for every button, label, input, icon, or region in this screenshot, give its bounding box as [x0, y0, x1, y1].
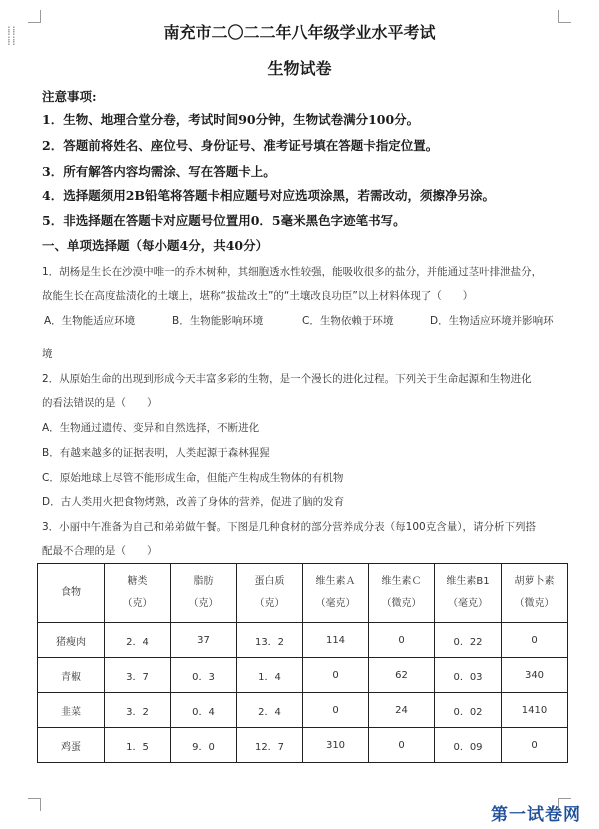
nutrition-table — [37, 563, 568, 763]
table-cell: 1410 — [502, 693, 568, 728]
table-cell: 2．4 — [237, 693, 303, 728]
col-header-protein: 蛋白质 （克） — [237, 564, 303, 623]
question-1-stem: 1．胡杨是生长在沙漠中唯一的乔木树种，其细胞透水性较强，能吸收很多的盐分，并能通过茎叶排泄盐分， — [42, 266, 543, 278]
table-cell: 0 — [502, 623, 568, 658]
table-cell: 青椒 — [38, 658, 105, 693]
table-row — [38, 728, 568, 763]
table-cell: 0．03 — [435, 658, 502, 693]
table-cell: 9．0 — [171, 728, 237, 763]
notes-heading: 注意事项: — [42, 89, 97, 104]
table-cell: 猪瘦肉 — [38, 623, 105, 658]
table-row — [38, 623, 568, 658]
q1-option-d-cont: 境 — [42, 348, 53, 360]
q2-option-b: B．有越来越多的证据表明，人类起源于森林猩猩 — [42, 447, 270, 459]
table-cell: 0．3 — [171, 658, 237, 693]
table-cell: 0 — [369, 623, 435, 658]
note-item: 2．答题前将姓名、座位号、身份证号、准考证号填在答题卡指定位置。 — [42, 138, 439, 153]
table-cell: 37 — [171, 623, 237, 658]
q1-option-d: D．生物适应环境并影响环 — [430, 315, 554, 327]
col-header-vitamin-c: 维生素Ｃ （微克） — [369, 564, 435, 623]
q1-option-c: C．生物依赖于环境 — [302, 315, 394, 327]
table-cell: 0．02 — [435, 693, 502, 728]
crop-mark-bottom-left — [28, 798, 41, 811]
table-cell: 2．4 — [105, 623, 171, 658]
table-cell: 310 — [303, 728, 369, 763]
col-header-carotene: 胡萝卜素 （微克） — [502, 564, 568, 623]
col-header-vitamin-b1: 维生素B1 （毫克） — [435, 564, 502, 623]
exam-subtitle: 生物试卷 — [267, 59, 332, 78]
table-cell: 0．4 — [171, 693, 237, 728]
col-header-vitamin-a: 维生素Ａ （毫克） — [303, 564, 369, 623]
q2-option-d: D．古人类用火把食物烤熟，改善了身体的营养，促进了脑的发育 — [42, 496, 345, 508]
question-3-stem-cont: 配最不合理的是（ ） — [42, 545, 158, 557]
col-header-fat: 脂肪 （克） — [171, 564, 237, 623]
table-header-row — [38, 564, 568, 623]
table-cell: 0 — [303, 658, 369, 693]
table-cell: 0．22 — [435, 623, 502, 658]
table-cell: 韭菜 — [38, 693, 105, 728]
table-row — [38, 658, 568, 693]
note-item: 4．选择题须用2B铅笔将答题卡相应题号对应选项涂黑，若需改动，须擦净另涂。 — [42, 188, 495, 203]
watermark-brand: 第一试卷网 — [491, 805, 581, 825]
note-item: 5．非选择题在答题卡对应题号位置用0．5毫米黑色字迹笔书写。 — [42, 213, 406, 228]
table-cell: 0．09 — [435, 728, 502, 763]
exam-title: 南充市二〇二二年八年级学业水平考试 — [163, 23, 436, 42]
question-2-stem-cont: 的看法错误的是（ ） — [42, 397, 158, 409]
question-2-stem: 2．从原始生命的出现到形成今天丰富多彩的生物，是一个漫长的进化过程。下列关于生命起源和生物进化 — [42, 373, 532, 385]
table-cell: 1．5 — [105, 728, 171, 763]
drag-handle-icon[interactable]: ⁞⁞ ⁞⁞ — [7, 24, 17, 48]
table-cell: 0 — [303, 693, 369, 728]
note-item: 1．生物、地理合堂分卷，考试时间90分钟，生物试卷满分100分。 — [42, 112, 420, 127]
question-1-stem-cont: 故能生长在高度盐渍化的土壤上，堪称“拔盐改土”的“土壤改良功臣”以上材料体现了（ ） — [42, 290, 474, 302]
table-cell: 0 — [502, 728, 568, 763]
q2-option-a: A．生物通过遗传、变异和自然选择，不断进化 — [42, 422, 260, 434]
table-cell: 114 — [303, 623, 369, 658]
question-3-stem: 3．小丽中午准备为自己和弟弟做午餐。下图是几种食材的部分营养成分表（每100克含量），请分析下列搭 — [42, 521, 536, 533]
table-cell: 62 — [369, 658, 435, 693]
col-header-food: 食物 — [38, 564, 105, 623]
table-cell: 3．2 — [105, 693, 171, 728]
q1-option-a: A．生物能适应环境 — [44, 315, 136, 327]
table-cell: 24 — [369, 693, 435, 728]
note-item: 3．所有解答内容均需涂、写在答题卡上。 — [42, 164, 276, 179]
table-cell: 1．4 — [237, 658, 303, 693]
table-cell: 12．7 — [237, 728, 303, 763]
table-cell: 340 — [502, 658, 568, 693]
table-cell: 鸡蛋 — [38, 728, 105, 763]
table-cell: 0 — [369, 728, 435, 763]
table-cell: 3．7 — [105, 658, 171, 693]
col-header-sugar: 糖类 （克） — [105, 564, 171, 623]
table-cell: 13．2 — [237, 623, 303, 658]
q1-option-b: B．生物能影响环境 — [172, 315, 264, 327]
section-heading: 一、单项选择题（每小题4分，共40分） — [42, 238, 269, 253]
q2-option-c: C．原始地球上尽管不能形成生命，但能产生构成生物体的有机物 — [42, 472, 344, 484]
table-row — [38, 693, 568, 728]
